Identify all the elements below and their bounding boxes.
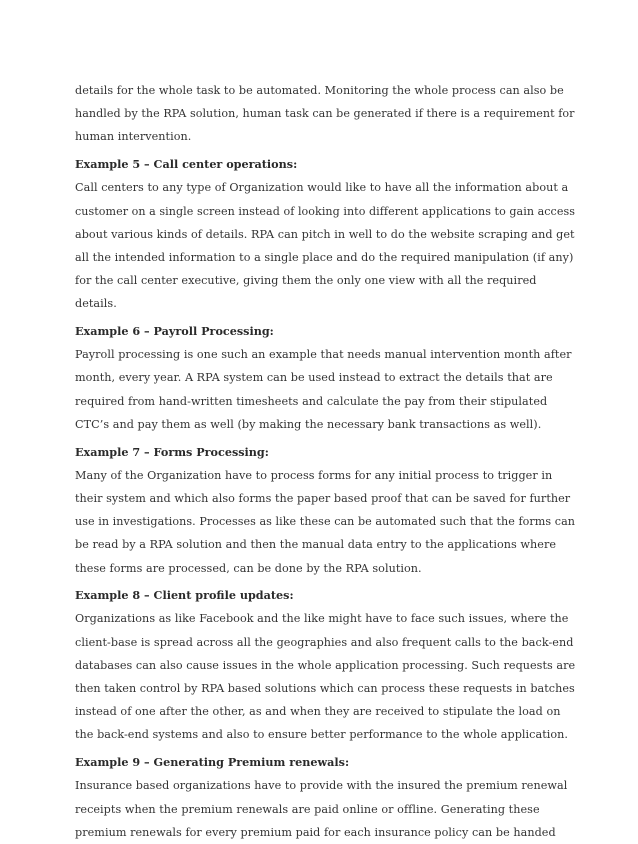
text-line: Call centers to any type of Organization would like to have all the information about a [75,181,569,195]
text-line: details. [75,297,117,311]
text-line: databases can also cause issues in the whole application processing. Such requests are [75,658,576,672]
text-line: instead of one after the other, as and when they are received to stipulate the load on [75,705,561,719]
text-line: their system and which also forms the paper based proof that can be saved for further [75,491,571,505]
text-line: details for the whole task to be automated. Monitoring the whole process can also be [75,84,564,97]
text-line: month, every year. A RPA system can be used instead to extract the details that are [75,371,553,385]
text-line: Many of the Organization have to process forms for any initial process to trigger in [75,468,553,482]
text-line: human intervention. [75,130,192,144]
document-body [75,79,575,844]
text-line: about various kinds of details. RPA can pitch in well to do the website scraping and get [75,227,575,241]
text-line: all the intended information to a single place and do the required manipulation (if any) [75,250,574,264]
text-line: be read by a RPA solution and then the manual data entry to the applications where [75,538,557,552]
text-line: Insurance based organizations have to provide with the insured the premium renewal [75,779,568,793]
text-line: receipts when the premium renewals are paid online or offline. Generating these [75,802,540,816]
section-heading: Example 5 – Call center operations: [75,157,298,172]
text-line: Organizations as like Facebook and the like might have to face such issues, where the [75,612,569,626]
section-heading: Example 7 – Forms Processing: [75,444,269,459]
text-line: use in investigations. Processes as like these can be automated such that the forms can [75,515,575,529]
text-line: client-base is spread across all the geographies and also frequent calls to the back-end [75,635,574,649]
text-line: CTC’s and pay them as well (by making the necessary bank transactions as well). [75,417,542,431]
text-line: then taken control by RPA based solutions which can process these requests in batches [75,682,575,696]
section-example-7 [75,441,575,580]
section-example-6 [75,320,575,436]
section-heading: Example 9 – Generating Premium renewals: [75,755,350,770]
text-line: handled by the RPA solution, human task can be generated if there is a requirement for [75,107,575,121]
intro-paragraph [75,79,575,149]
text-line: Payroll processing is one such an example that needs manual intervention month after [75,348,572,362]
section-heading: Example 6 – Payroll Processing: [75,324,274,339]
section-heading: Example 8 – Client profile updates: [75,588,294,603]
text-line: for the call center executive, giving them the only one view with all the required [75,274,537,288]
text-line: these forms are processed, can be done by the RPA solution. [75,561,422,575]
section-example-8 [75,584,575,746]
text-line: the back-end systems and also to ensure better performance to the whole application. [75,728,569,742]
text-line: customer on a single screen instead of looking into different applications to gain access [75,204,575,218]
text-line: premium renewals for every premium paid for each insurance policy can be handed [75,825,556,839]
text-line: required from hand-written timesheets and calculate the pay from their stipulated [75,394,548,408]
section-example-9 [75,751,575,844]
section-example-5 [75,153,575,315]
